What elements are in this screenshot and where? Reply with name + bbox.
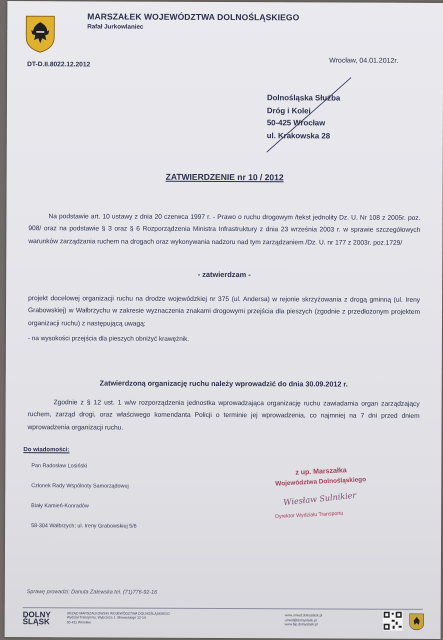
office-person: Rafał Jurkowlaniec [87,23,144,31]
footer-contact [285,613,323,627]
letter-page [5,1,443,639]
logo-text: DOLNY [22,610,51,620]
recipient-line: ul. Krakowska 28 [266,130,331,141]
approve-heading: - zatwierdzam - [197,269,251,280]
footer-line: www.bip.dolnyslask.pl [284,622,318,627]
deadline-line: Zatwierdzoną organizację ruchu należy wprowadzić do dnia 30.09.2012 r. [99,378,348,389]
reference-number: DT-D.II.8022.12.2012 [27,61,91,69]
legal-basis-paragraph: Na podstawie art. 10 ustawy z dnia 20 czerwca 1997 r. - Prawo o ruchu drogowym /tekst jednolity Dz. U. Nr 108 z 2005r. poz. 908/ oraz na podstawie § 3 oraz § 6 Rozporządzenia Ministra Infrastruktury z dnia 23 września 2003 r. w sprawie szczegółowych warunków zarządzania ruchem na drogach oraz wykonywania nadzoru nad tym zarządzaniem /Dz. U. nr 177 z 2003r. poz.1729/ [28,213,421,247]
document-title: ZATWIERDZENIE nr 10 / 2012 [165,171,284,183]
recipient-line: 50-425 Wrocław [266,118,326,128]
office-name: MARSZAŁEK WOJEWÓDZTWA DOLNOŚLĄSKIEGO [87,11,300,23]
date-line: Wrocław, 04.01.2012r. [329,57,399,65]
prepared-by: Sprawę prowadzi: Danuta Zalewska tel. (71)776-92-16 [26,589,158,596]
footer-line: 50-411 Wrocław [66,620,91,625]
footer-line: Wydział Transportu, Wybrzeże J. Słowackiego 12-14 [66,615,146,621]
cc-line: Biały Kamień-Konradów [31,503,89,510]
region-emblem-icon [409,613,425,631]
cc-heading: Do wiadomości: [23,447,70,454]
cc-line: 58-304 Wałbrzych; ul. Ireny Grabowskiej 5/6 [31,523,137,530]
footer-line: URZĄD MARSZAŁKOWSKI WOJEWÓDZTWA DOLNOŚLĄSKIEGO [66,611,170,616]
stamp-line: z up. Marszałka [295,467,347,477]
footer-divider [23,607,423,610]
cc-line: Pan Radosław Losiński [31,463,88,470]
official-stamp [255,464,405,533]
footer-line: umwd@dolnyslask.pl [284,617,317,623]
stamp-line: Województwa Dolnośląskiego [275,476,367,488]
dolny-slask-logo [23,611,51,625]
recipient-line: Dróg i Kolei [266,105,311,115]
signature: Wiesław Sulnikier [282,490,357,508]
cc-line: Członek Rady Wspólnoty Samorządowej [31,483,129,490]
stamp-line: Dyrektor Wydziału Transportu [275,510,344,521]
project-paragraph: projekt docelowej organizacji ruchu na drodze wojewódzkiej nr 375 (ul. Andersa) w rejonie skrzyżowania z drogą gminną (ul. Ireny Grabowskiej) w Wałbrzychu w zakresie wyznaczenia znakami drogowymi przejścia dla pieszych (zgodnie z przedłożonym projektem organizacji ruchu) z następującą uwagą: [27,295,421,328]
recipient-address [267,92,340,143]
recipient-line: Dolnośląska Służba [266,93,341,103]
coat-of-arms-icon [25,15,55,53]
footer-line: www.umwd.dolnyslask.pl [284,613,323,618]
footer-office [67,611,170,625]
qr-code-icon [383,611,403,631]
notification-paragraph: Zgodnie z § 12 ust. 1 w/w rozporządzenia jednostka wprowadzająca organizację ruchu zawiadamia organ zarządzający ruchem, zarząd drogi, oraz właściwego komendanta Policji o terminie jej wprowadzenia, co najmniej na 7 dni przed dniem wprowadzenia organizacji ruchu. [27,399,420,432]
remark-paragraph: - na wysokości przejścia dla pieszych obniżyć krawężnik. [27,335,190,343]
logo-text: ŚLĄSK [22,617,50,627]
